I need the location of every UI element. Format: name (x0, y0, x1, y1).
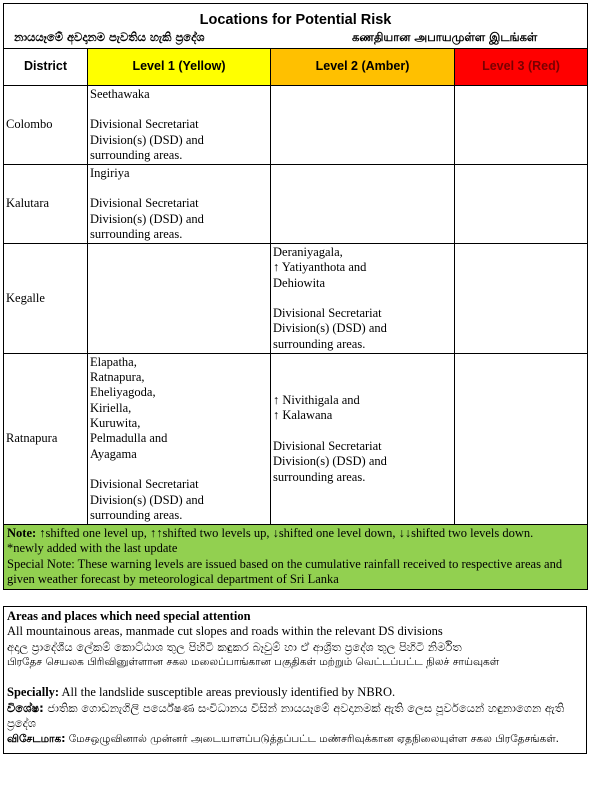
line-gap (90, 102, 268, 117)
header-row (4, 49, 588, 86)
place-line: Ingiriya (90, 165, 130, 180)
note-row (4, 525, 588, 590)
suffix-line: surrounding areas. (90, 507, 183, 522)
table-row-kalutara (4, 165, 588, 244)
suffix-line: surrounding areas. (273, 336, 366, 351)
specially-english (7, 685, 583, 700)
place-line: Kuruwita, (90, 416, 141, 431)
sinhala-text: ජාතික ගොඩනැගිලි පර්යේෂණ සංවිධානය විසින් නායයෑමේ අවදානමක් ඇති ලෙස පූර්වයෙන් හඳුනාගෙන ඇති ප්‍රදේශ (7, 700, 565, 731)
place-line: Dehiowita (273, 275, 326, 290)
suffix-line: Divisional Secretariat (273, 306, 382, 321)
document-page (3, 3, 587, 754)
tamil-label: விசேடமாக: (7, 732, 66, 745)
header-level-3: Level 3 (Red) (455, 49, 588, 86)
place-line: Ratnapura, (90, 370, 145, 385)
attention-heading (7, 609, 583, 624)
place-line: ↑ Nivithigala and (273, 393, 360, 408)
header-district: District (4, 49, 88, 86)
attention-sinhala: අදාල ප්‍රාදේශීය ලේකම් කොට්ඨාශ තුල පිහිටි කඳුකර බෑවුම් හා ඒ ආශ්‍රිත ප්‍රදේශ තුල පිහිටි නිර්මිත (7, 639, 462, 654)
attention-english: All mountainous areas, manmade cut slopes and roads within the relevant DS divisions (7, 624, 443, 639)
note-legend (7, 526, 584, 541)
note-legend-text: ↑shifted one level up, ↑↑shifted two levels up, ↓shifted one level down, ↓↓shifted two levels down. (36, 526, 534, 540)
level-3-cell (455, 165, 588, 244)
line-gap (273, 424, 452, 439)
district-name: Ratnapura (4, 354, 88, 525)
suffix-line: Divisional Secretariat (273, 439, 382, 453)
table-row-ratnapura (4, 354, 588, 525)
level-1-cell (88, 165, 271, 244)
place-line: ↑ Kalawana (273, 408, 333, 423)
suffix-line: Division(s) (DSD) and (90, 492, 204, 507)
level-3-cell (455, 354, 588, 525)
attention-heading-text: Areas and places which need special attention (7, 609, 251, 624)
district-name: Kegalle (4, 244, 88, 354)
header-level-2: Level 2 (Amber) (271, 49, 455, 86)
level-1-cell (88, 86, 271, 165)
line-gap (7, 670, 583, 685)
risk-table (3, 3, 588, 590)
table-row-kegalle (4, 244, 588, 354)
note-cell (4, 525, 588, 590)
sinhala-label: විශේෂ: (7, 700, 44, 715)
title-english: Locations for Potential Risk (199, 11, 392, 28)
line-gap (273, 291, 452, 306)
title-translations (6, 29, 585, 46)
place-line: Eheliyagoda, (90, 385, 156, 400)
place-line: Pelmadulla and (90, 431, 168, 446)
note-label: Note: (7, 526, 37, 540)
suffix-line: surrounding areas. (90, 147, 183, 162)
place-line: Seethawaka (90, 86, 150, 101)
level-1-cell (88, 354, 271, 525)
header-level-1: Level 1 (Yellow) (88, 49, 271, 86)
place-line: Elapatha, (90, 354, 137, 369)
suffix-line: Division(s) (DSD) and (90, 132, 204, 147)
specially-text: All the landslide susceptible areas previously identified by NBRO. (59, 685, 396, 700)
specially-tamil (7, 732, 583, 747)
tamil-text: மேசஒழுவினால் முன்னர் அடையாளப்படுத்தப்பட்ட மண்சரிவுக்கான ஏதநிலையுள்ள சகல பிரதேசங்கள். (65, 732, 560, 745)
title-tamil: கணதியான அபாயமுள்ள இடங்கள் (352, 29, 538, 44)
suffix-line: Division(s) (DSD) and (90, 211, 204, 226)
place-line: Ayagama (90, 446, 137, 461)
specially-sinhala (7, 701, 583, 732)
suffix-line: Divisional Secretariat (90, 196, 199, 211)
level-2-cell (271, 244, 455, 354)
suffix-line: Division(s) (DSD) and (273, 454, 387, 469)
suffix-line: surrounding areas. (90, 226, 183, 241)
place-line: Kiriella, (90, 400, 132, 415)
level-3-cell (455, 244, 588, 354)
special-attention-box (3, 606, 587, 753)
note-newly-added: *newly added with the last update (7, 541, 178, 556)
special-note: Special Note: These warning levels are issued based on the cumulative rainfall received to respective areas and given weather forecast by meteorological department of Sri Lanka (7, 556, 563, 586)
title-sinhala: නායයෑමේ අවදානම පැවතිය හැකි ප්‍රදේශ (14, 29, 205, 44)
district-name: Kalutara (4, 165, 88, 244)
suffix-line: Divisional Secretariat (90, 117, 199, 132)
district-name: Colombo (4, 86, 88, 165)
specially-label: Specially: (7, 685, 60, 700)
attention-tamil: பிரதேச செயலக பிரிவினுள்ளான சகல மலைப்பாங்கான பகுதிகள் மற்றும் வெட்டப்பட்ட நிலச் சாய்வுகள் (7, 656, 500, 669)
place-line: ↑ Yatiyanthota and (273, 260, 367, 275)
level-2-cell (271, 165, 455, 244)
level-2-cell (271, 354, 455, 525)
place-line: Deraniyagala, (273, 244, 343, 259)
line-gap (90, 462, 268, 477)
level-1-cell (88, 244, 271, 354)
level-2-cell (271, 86, 455, 165)
level-3-cell (455, 86, 588, 165)
title-cell (4, 4, 588, 49)
line-gap (90, 181, 268, 196)
suffix-line: Division(s) (DSD) and (273, 321, 387, 336)
suffix-line: surrounding areas. (273, 469, 366, 484)
table-row-colombo (4, 86, 588, 165)
suffix-line: Divisional Secretariat (90, 477, 199, 492)
